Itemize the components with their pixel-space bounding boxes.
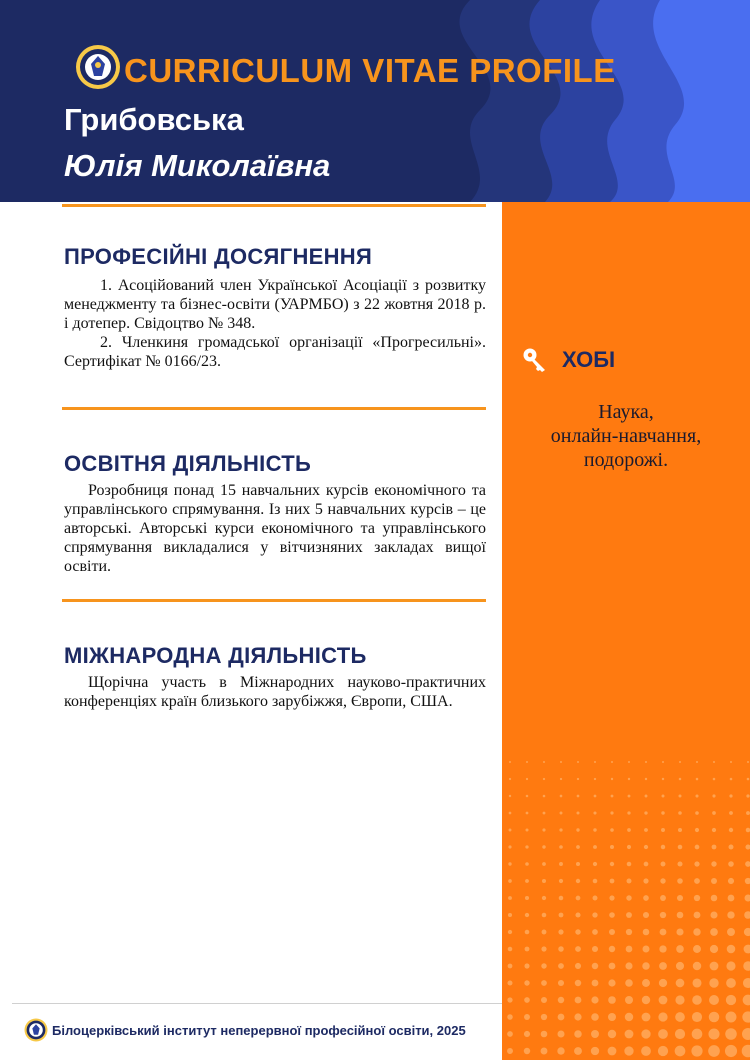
surname: Грибовська: [64, 102, 244, 137]
key-icon: [522, 347, 548, 373]
cv-title: CURRICULUM VITAE PROFILE: [124, 52, 616, 89]
achievements-title: ПРОФЕСІЙНІ ДОСЯГНЕННЯ: [64, 244, 373, 269]
header-banner: [0, 0, 750, 202]
hobby-line: Наука,: [598, 401, 654, 423]
achievement-item: 1. Асоційований член Української Асоціації з розвитку менеджменту та бізнес-освіти (УАРМБО) з 22 жовтня 2018 р. і дотепер. Свідоцтво № 348.: [64, 277, 486, 332]
footer-divider: [12, 1003, 502, 1004]
education-text: [64, 481, 486, 576]
sidebar: [502, 202, 750, 1060]
international-title: МІЖНАРОДНА ДІЯЛЬНІСТЬ: [64, 643, 367, 668]
achievements-list: [64, 276, 486, 371]
section-divider: [62, 204, 486, 207]
hobby-title: ХОБІ: [562, 347, 616, 372]
international-text: [64, 673, 486, 711]
section-divider: [62, 407, 486, 410]
international-paragraph: Щорічна участь в Міжнародних науково-практичних конференціях країн близького зарубіжжя, Європи, США.: [64, 674, 486, 710]
hobby-heading: [522, 347, 615, 373]
hobby-line: подорожі.: [583, 449, 669, 471]
hobby-text: [502, 400, 750, 472]
education-paragraph: Розробниця понад 15 навчальних курсів економічного та управлінського спрямування. Із них 5 навчальних курсів – це авторські. Авторські курси економічного та управлінського спрямування викладалися у вітчизняних закладах вищої освіти.: [64, 482, 486, 575]
footer-text: Білоцерківський інститут неперервної професійної освіти, 2025: [52, 1022, 466, 1038]
dot-pattern: [502, 202, 750, 1060]
institute-emblem-icon: [24, 1018, 48, 1042]
given-names: Юлія Миколаївна: [64, 148, 331, 183]
footer: [24, 1018, 466, 1042]
institute-emblem-icon: [75, 44, 121, 90]
hobby-line: онлайн-навчання,: [550, 425, 702, 447]
section-divider: [62, 599, 486, 602]
achievement-item: 2. Членкиня громадської організації «Прогресильні». Сертифікат № 0166/23.: [64, 334, 486, 370]
education-title: ОСВІТНЯ ДІЯЛЬНІСТЬ: [64, 451, 312, 476]
